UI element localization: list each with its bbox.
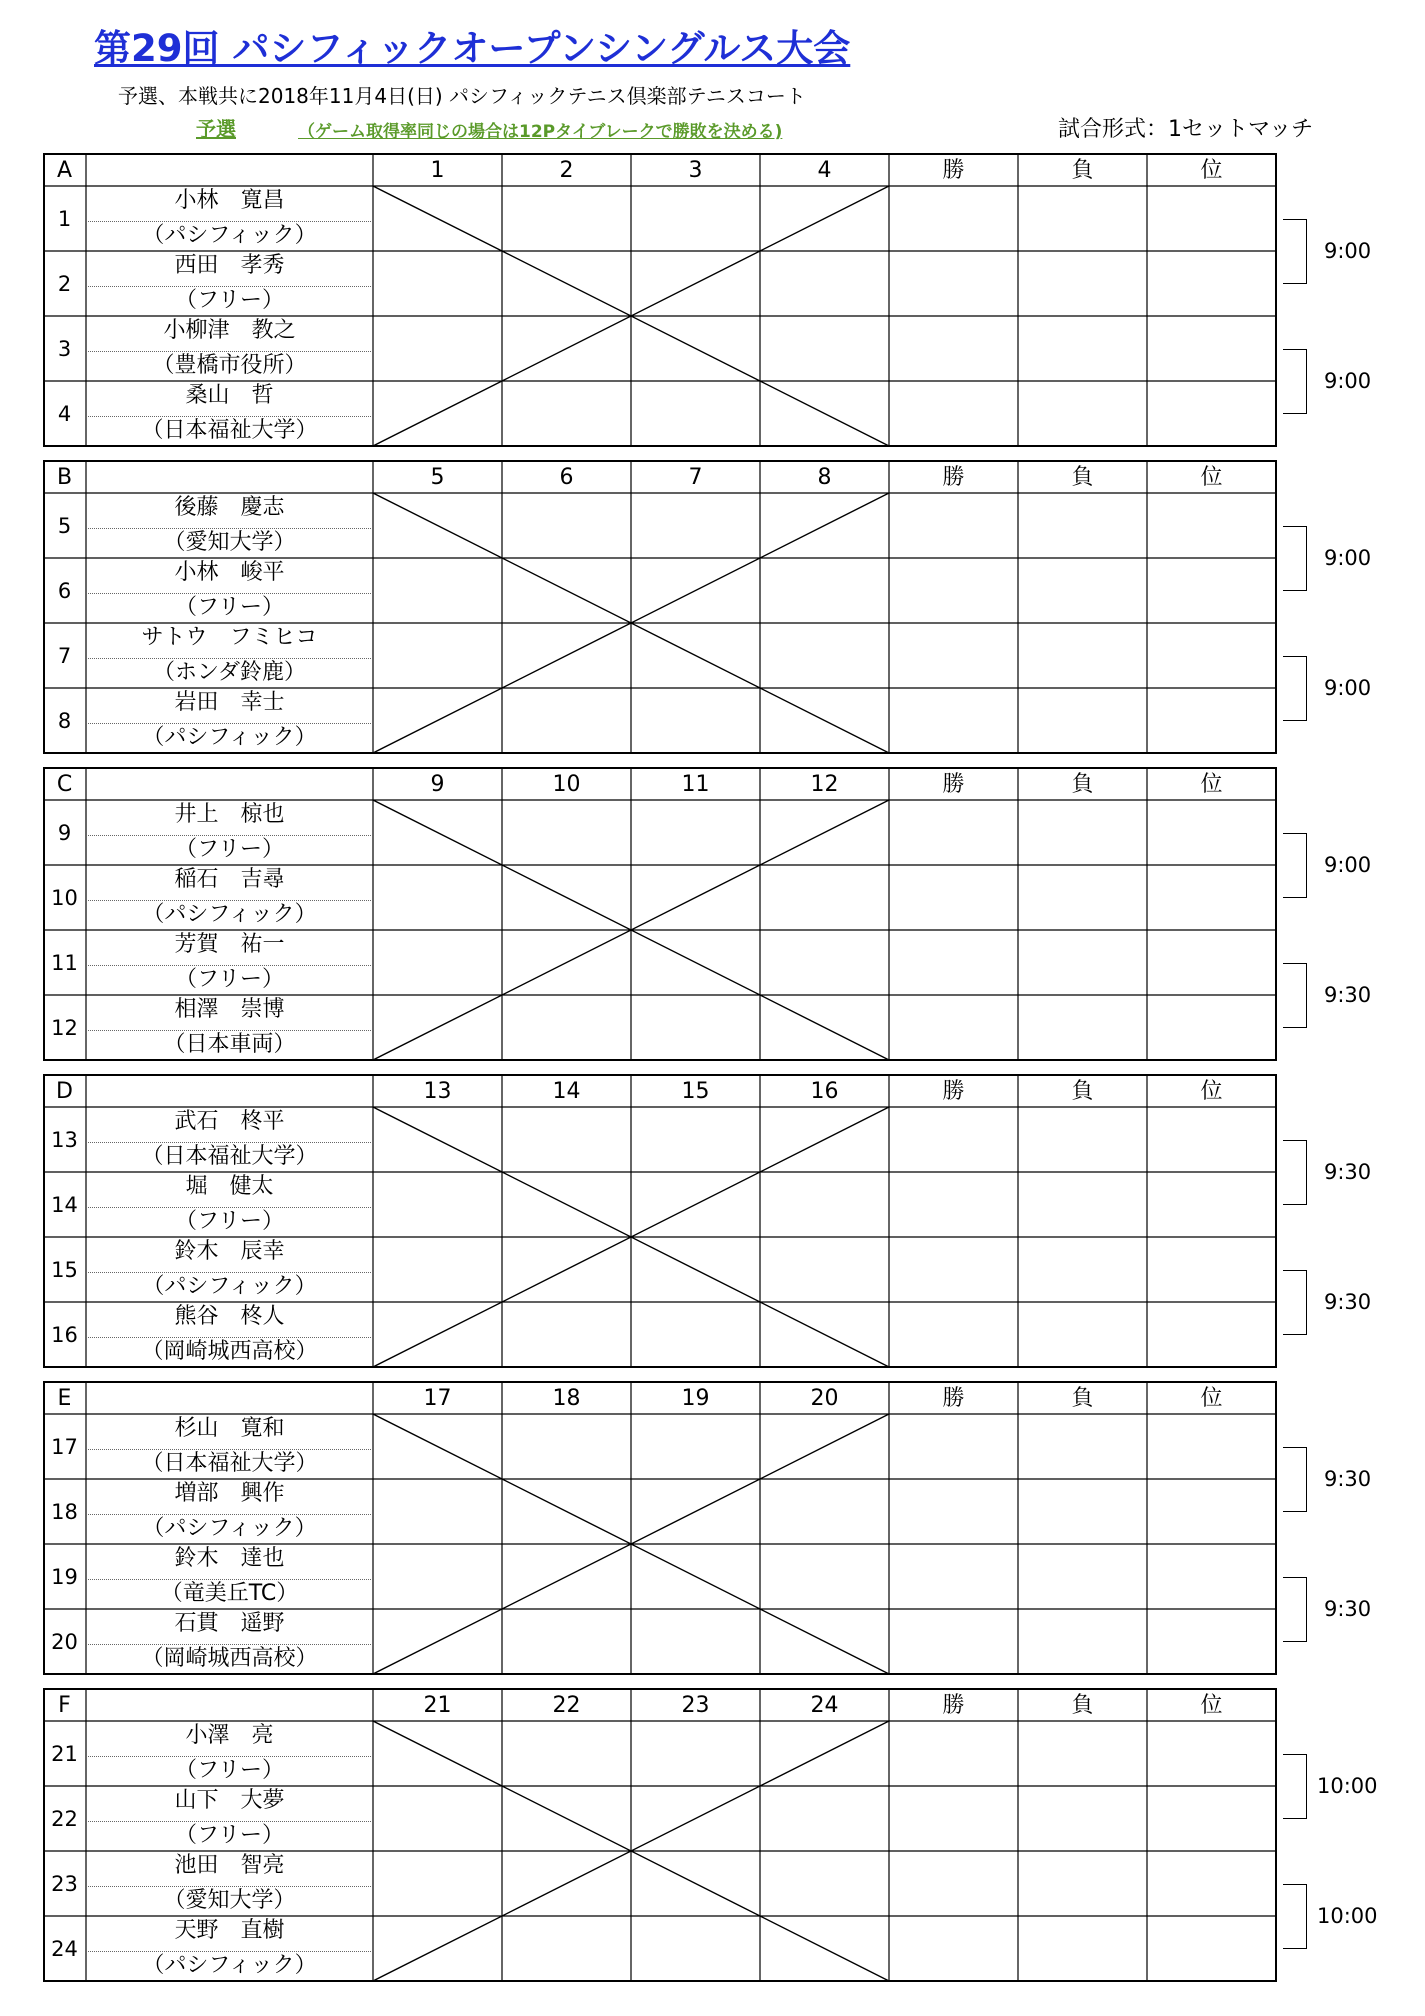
col-player-24: 24 xyxy=(810,1692,839,1718)
col-loss: 負 xyxy=(1071,1385,1094,1411)
player-club: （パシフィック） xyxy=(142,222,317,248)
player-number: 19 xyxy=(51,1564,78,1589)
player-name: 池田 智亮 xyxy=(174,1853,285,1878)
match-bracket xyxy=(1283,526,1307,591)
name-divider xyxy=(88,1579,371,1580)
col-player-4: 4 xyxy=(817,157,832,183)
col-rank: 位 xyxy=(1200,1078,1223,1104)
player-entry xyxy=(86,1544,373,1609)
player-number: 4 xyxy=(57,401,72,426)
group-d-table xyxy=(43,1074,1283,1367)
player-number: 9 xyxy=(57,820,72,845)
player-club: （日本福祉大学） xyxy=(141,1143,318,1169)
name-divider xyxy=(88,723,371,724)
group-e-table xyxy=(43,1381,1283,1674)
player-club: （フリー） xyxy=(174,1822,285,1848)
name-divider xyxy=(88,221,371,222)
player-club: （フリー） xyxy=(174,594,285,620)
player-entry xyxy=(86,688,373,753)
name-divider xyxy=(88,658,371,659)
col-player-18: 18 xyxy=(552,1385,581,1411)
name-divider xyxy=(88,416,371,417)
player-number: 3 xyxy=(57,336,72,361)
col-player-14: 14 xyxy=(552,1078,581,1104)
match-time: 9:30 xyxy=(1324,1289,1372,1314)
name-divider xyxy=(88,286,371,287)
col-player-1: 1 xyxy=(430,157,445,183)
player-club: （フリー） xyxy=(174,287,285,313)
player-club: （フリー） xyxy=(174,1208,285,1234)
player-name: 後藤 慶志 xyxy=(174,495,285,520)
col-win: 勝 xyxy=(942,157,965,183)
col-player-7: 7 xyxy=(688,464,703,490)
match-format: 試合形式：1セットマッチ xyxy=(1058,117,1314,142)
player-entry xyxy=(86,1916,373,1981)
player-name: 熊谷 柊人 xyxy=(174,1304,285,1329)
name-divider xyxy=(88,835,371,836)
player-name: サトウ フミヒコ xyxy=(141,625,318,650)
player-name: 増部 興作 xyxy=(174,1481,285,1506)
player-entry xyxy=(86,251,373,316)
player-name: 小柳津 教之 xyxy=(163,318,296,343)
col-rank: 位 xyxy=(1200,771,1223,797)
col-player-6: 6 xyxy=(559,464,574,490)
player-number: 13 xyxy=(51,1127,78,1152)
match-time: 9:30 xyxy=(1324,982,1372,1007)
player-name: 山下 大夢 xyxy=(174,1788,285,1813)
player-name: 杉山 寛和 xyxy=(174,1416,285,1441)
player-entry xyxy=(86,1786,373,1851)
name-divider xyxy=(88,1821,371,1822)
player-number: 24 xyxy=(51,1936,78,1961)
col-player-12: 12 xyxy=(810,771,839,797)
match-time: 9:30 xyxy=(1324,1596,1372,1621)
player-entry xyxy=(86,1414,373,1479)
name-divider xyxy=(88,528,371,529)
group-label: A xyxy=(56,157,73,183)
player-club: （パシフィック） xyxy=(142,1273,317,1299)
group-c-table xyxy=(43,767,1283,1060)
player-entry xyxy=(86,186,373,251)
col-loss: 負 xyxy=(1071,771,1094,797)
match-time: 9:00 xyxy=(1324,368,1372,393)
col-player-17: 17 xyxy=(423,1385,452,1411)
player-number: 23 xyxy=(51,1871,78,1896)
player-number: 14 xyxy=(51,1192,78,1217)
player-club: （フリー） xyxy=(174,836,285,862)
group-b-table xyxy=(43,460,1283,753)
player-club: （日本福祉大学） xyxy=(141,1450,318,1476)
page-title: 第29回 パシフィックオープンシングルス大会 xyxy=(94,27,851,70)
col-player-11: 11 xyxy=(681,771,710,797)
match-bracket xyxy=(1283,1577,1307,1642)
match-bracket xyxy=(1283,963,1307,1028)
player-name: 石貫 遥野 xyxy=(174,1611,285,1636)
player-entry xyxy=(86,623,373,688)
name-divider xyxy=(88,1756,371,1757)
group-label: D xyxy=(56,1078,73,1104)
player-number: 17 xyxy=(51,1434,78,1459)
player-number: 11 xyxy=(51,950,78,975)
col-player-3: 3 xyxy=(688,157,703,183)
player-club: （日本福祉大学） xyxy=(141,417,318,443)
player-entry xyxy=(86,930,373,995)
name-divider xyxy=(88,593,371,594)
player-name: 堀 健太 xyxy=(185,1174,274,1199)
player-name: 相澤 崇博 xyxy=(174,997,285,1022)
player-entry xyxy=(86,1479,373,1544)
player-club: （豊橋市役所） xyxy=(152,352,307,378)
event-subtitle: 予選、本戦共に2018年11月4日(日) パシフィックテニス倶楽部テニスコート xyxy=(118,84,806,108)
player-number: 10 xyxy=(51,885,78,910)
player-entry xyxy=(86,800,373,865)
player-club: （フリー） xyxy=(174,1757,285,1783)
player-name: 芳賀 祐一 xyxy=(174,932,285,957)
col-loss: 負 xyxy=(1071,157,1094,183)
player-name: 小澤 亮 xyxy=(185,1723,274,1748)
name-divider xyxy=(88,965,371,966)
player-name: 西田 孝秀 xyxy=(174,253,285,278)
player-club: （岡崎城西高校） xyxy=(141,1645,318,1671)
name-divider xyxy=(88,1644,371,1645)
col-player-10: 10 xyxy=(552,771,581,797)
col-win: 勝 xyxy=(942,464,965,490)
player-entry xyxy=(86,493,373,558)
player-entry xyxy=(86,865,373,930)
col-rank: 位 xyxy=(1200,1385,1223,1411)
group-label: B xyxy=(56,464,73,490)
player-entry xyxy=(86,1609,373,1674)
name-divider xyxy=(88,1272,371,1273)
group-label: F xyxy=(58,1692,71,1718)
player-club: （パシフィック） xyxy=(142,901,317,927)
player-number: 20 xyxy=(51,1629,78,1654)
player-name: 小林 峻平 xyxy=(174,560,285,585)
col-rank: 位 xyxy=(1200,464,1223,490)
col-player-19: 19 xyxy=(681,1385,710,1411)
match-bracket xyxy=(1283,1270,1307,1335)
player-number: 1 xyxy=(57,206,72,231)
name-divider xyxy=(88,1514,371,1515)
player-club: （愛知大学） xyxy=(163,529,296,555)
match-time: 9:30 xyxy=(1324,1466,1372,1491)
player-entry xyxy=(86,558,373,623)
player-entry xyxy=(86,316,373,381)
name-divider xyxy=(88,1886,371,1887)
name-divider xyxy=(88,351,371,352)
match-time: 9:00 xyxy=(1324,545,1372,570)
player-club: （愛知大学） xyxy=(163,1887,296,1913)
player-number: 22 xyxy=(51,1806,78,1831)
col-player-8: 8 xyxy=(817,464,832,490)
col-win: 勝 xyxy=(942,1692,965,1718)
name-divider xyxy=(88,1207,371,1208)
match-bracket xyxy=(1283,656,1307,721)
col-win: 勝 xyxy=(942,771,965,797)
player-number: 5 xyxy=(57,513,72,538)
col-player-9: 9 xyxy=(430,771,445,797)
col-player-23: 23 xyxy=(681,1692,710,1718)
match-bracket xyxy=(1283,1447,1307,1512)
player-name: 稲石 吉尋 xyxy=(174,867,285,892)
player-number: 21 xyxy=(51,1741,78,1766)
player-number: 7 xyxy=(57,643,72,668)
player-entry xyxy=(86,1237,373,1302)
match-time: 9:00 xyxy=(1324,238,1372,263)
player-name: 岩田 幸士 xyxy=(174,690,285,715)
name-divider xyxy=(88,1030,371,1031)
match-bracket xyxy=(1283,219,1307,284)
player-entry xyxy=(86,1107,373,1172)
col-loss: 負 xyxy=(1071,1078,1094,1104)
col-rank: 位 xyxy=(1200,157,1223,183)
player-number: 18 xyxy=(51,1499,78,1524)
col-player-13: 13 xyxy=(423,1078,452,1104)
player-entry xyxy=(86,995,373,1060)
player-name: 井上 椋也 xyxy=(174,802,285,827)
player-entry xyxy=(86,381,373,446)
match-time: 9:00 xyxy=(1324,675,1372,700)
player-entry xyxy=(86,1851,373,1916)
name-divider xyxy=(88,1951,371,1952)
col-player-2: 2 xyxy=(559,157,574,183)
col-win: 勝 xyxy=(942,1078,965,1104)
player-club: （日本車両） xyxy=(163,1031,296,1057)
match-bracket xyxy=(1283,1754,1307,1819)
group-a-table xyxy=(43,153,1283,446)
player-name: 天野 直樹 xyxy=(174,1918,285,1943)
player-number: 2 xyxy=(57,271,72,296)
player-number: 16 xyxy=(51,1322,78,1347)
player-club: （竜美丘TC） xyxy=(160,1580,299,1606)
match-time: 10:00 xyxy=(1317,1903,1378,1928)
player-name: 武石 柊平 xyxy=(174,1109,285,1134)
name-divider xyxy=(88,1449,371,1450)
col-loss: 負 xyxy=(1071,464,1094,490)
player-name: 鈴木 辰幸 xyxy=(174,1239,285,1264)
col-player-22: 22 xyxy=(552,1692,581,1718)
player-number: 15 xyxy=(51,1257,78,1282)
player-number: 6 xyxy=(57,578,72,603)
player-name: 小林 寛昌 xyxy=(174,188,285,213)
player-entry xyxy=(86,1302,373,1367)
player-number: 12 xyxy=(51,1015,78,1040)
player-entry xyxy=(86,1172,373,1237)
name-divider xyxy=(88,900,371,901)
col-loss: 負 xyxy=(1071,1692,1094,1718)
name-divider xyxy=(88,1337,371,1338)
name-divider xyxy=(88,1142,371,1143)
match-time: 10:00 xyxy=(1317,1773,1378,1798)
player-club: （岡崎城西高校） xyxy=(141,1338,318,1364)
player-club: （パシフィック） xyxy=(142,1515,317,1541)
match-bracket xyxy=(1283,1140,1307,1205)
group-label: E xyxy=(57,1385,72,1411)
player-number: 8 xyxy=(57,708,72,733)
group-label: C xyxy=(56,771,73,797)
col-player-16: 16 xyxy=(810,1078,839,1104)
player-name: 鈴木 達也 xyxy=(174,1546,285,1571)
prelim-label: 予選 xyxy=(196,117,236,141)
match-time: 9:30 xyxy=(1324,1159,1372,1184)
player-club: （フリー） xyxy=(174,966,285,992)
col-player-15: 15 xyxy=(681,1078,710,1104)
match-time: 9:00 xyxy=(1324,852,1372,877)
col-player-20: 20 xyxy=(810,1385,839,1411)
col-player-21: 21 xyxy=(423,1692,452,1718)
player-club: （パシフィック） xyxy=(142,1952,317,1978)
col-win: 勝 xyxy=(942,1385,965,1411)
player-entry xyxy=(86,1721,373,1786)
player-club: （ホンダ鈴鹿） xyxy=(152,659,307,685)
player-name: 桑山 哲 xyxy=(185,383,274,408)
match-bracket xyxy=(1283,349,1307,414)
col-player-5: 5 xyxy=(430,464,445,490)
match-bracket xyxy=(1283,1884,1307,1949)
prelim-note: （ゲーム取得率同じの場合は12Pタイブレークで勝敗を決める) xyxy=(298,122,783,142)
match-bracket xyxy=(1283,833,1307,898)
player-club: （パシフィック） xyxy=(142,724,317,750)
group-f-table xyxy=(43,1688,1283,1981)
col-rank: 位 xyxy=(1200,1692,1223,1718)
